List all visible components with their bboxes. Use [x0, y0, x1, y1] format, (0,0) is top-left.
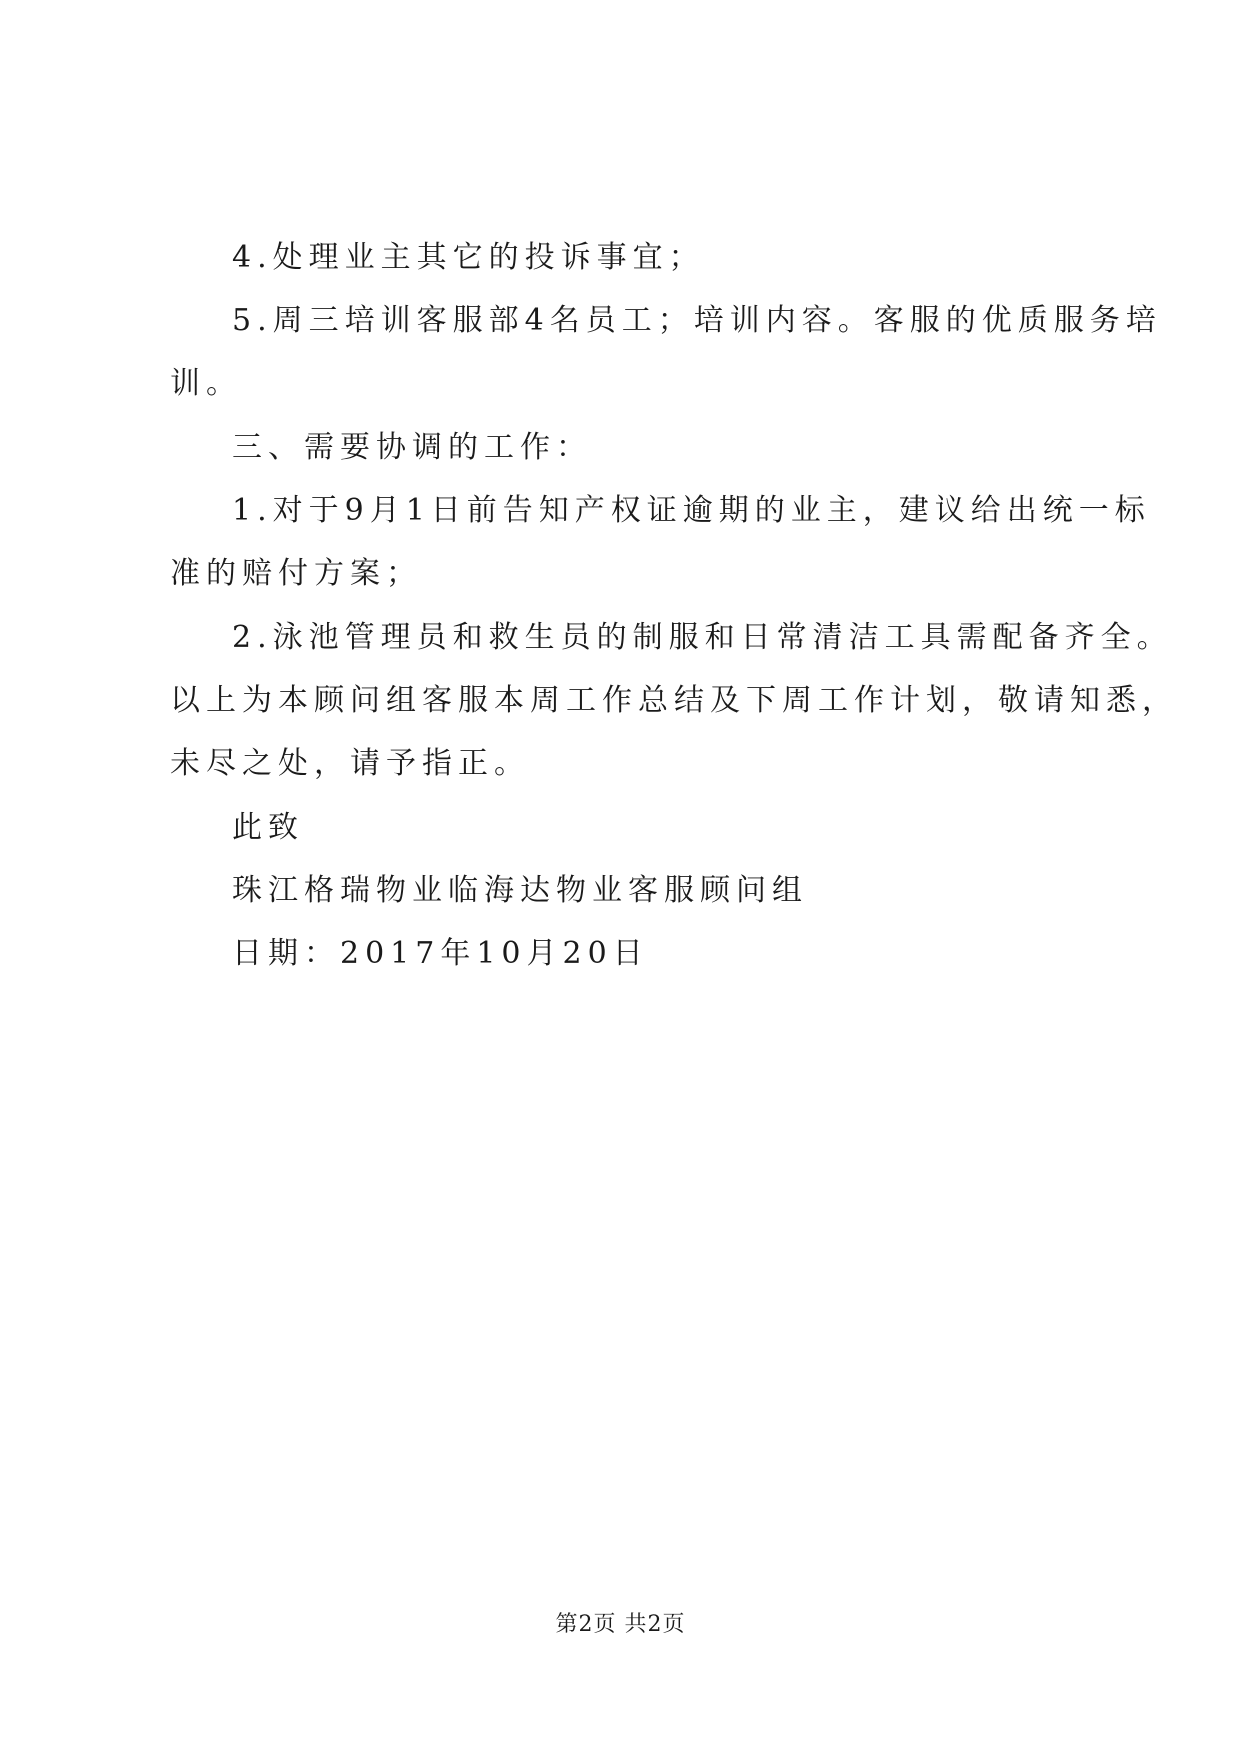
body-line-item-5-cont: 训。	[170, 366, 242, 401]
body-line-summary-cont: 未尽之处，请予指正。	[170, 746, 530, 781]
closing-salutation: 此致	[232, 810, 304, 845]
body-line-item-4: 4.处理业主其它的投诉事宜；	[232, 240, 705, 275]
signature-organization: 珠江格瑞物业临海达物业客服顾问组	[232, 873, 808, 908]
signature-date: 日期：2017年10月20日	[232, 936, 649, 971]
page-number-footer: 第2页 共2页	[555, 1612, 686, 1637]
body-line-coord-1: 1.对于9月1日前告知产权证逾期的业主，建议给出统一标	[232, 493, 1151, 528]
body-line-item-5: 5.周三培训客服部4名员工；培训内容。客服的优质服务培	[232, 303, 1162, 338]
body-line-summary: 以上为本顾问组客服本周工作总结及下周工作计划，敬请知悉，	[170, 683, 1178, 718]
section-heading-coordination: 三、需要协调的工作：	[232, 430, 592, 465]
body-line-coord-1-cont: 准的赔付方案；	[170, 556, 422, 591]
body-line-coord-2: 2.泳池管理员和救生员的制服和日常清洁工具需配备齐全。	[232, 620, 1173, 655]
